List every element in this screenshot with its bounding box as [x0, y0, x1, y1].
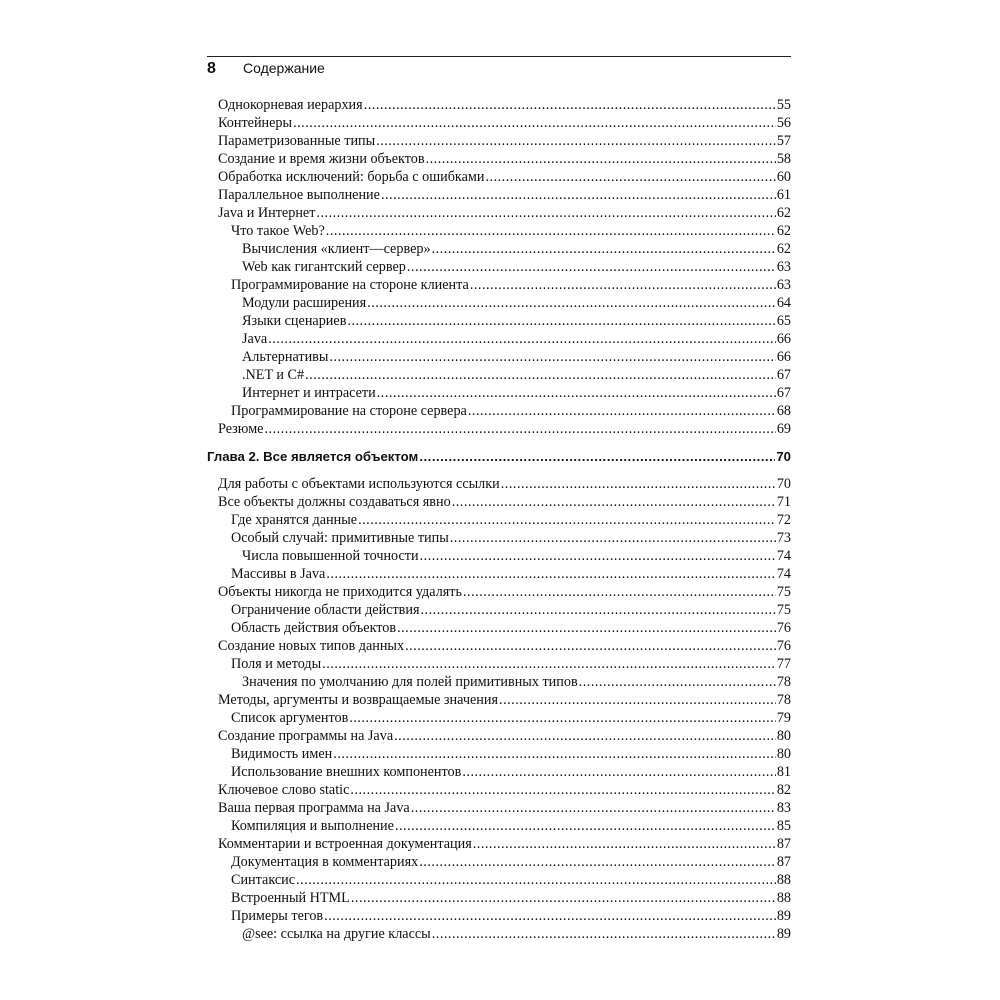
toc-entry[interactable]	[207, 799, 791, 817]
toc-entry[interactable]	[207, 168, 791, 186]
toc-leader-dots	[420, 547, 776, 565]
toc-leader-dots	[470, 276, 776, 294]
toc-entry-title: Поля и методы	[231, 656, 322, 672]
toc-entry[interactable]	[207, 384, 791, 402]
toc-entry[interactable]	[207, 763, 791, 781]
toc-leader-dots	[407, 258, 776, 276]
toc-entry[interactable]	[207, 186, 791, 204]
toc-entry-page: 55	[776, 97, 791, 113]
toc-entry-title: Где хранятся данные	[231, 512, 358, 528]
toc-entry-page: 79	[776, 710, 791, 726]
toc-entry-page: 87	[776, 836, 791, 852]
toc-leader-dots	[358, 511, 776, 529]
toc-entry-page: 56	[776, 115, 791, 131]
toc-entry[interactable]	[207, 727, 791, 745]
toc-entry-page: 63	[776, 277, 791, 293]
table-of-contents	[207, 96, 791, 943]
toc-chapter-title: Глава 2. Все является объектом	[207, 449, 419, 464]
toc-leader-dots	[264, 420, 775, 438]
toc-entry[interactable]	[207, 402, 791, 420]
toc-entry-page: 85	[776, 818, 791, 834]
toc-leader-dots	[432, 925, 776, 943]
toc-entry-title: Создание новых типов данных	[218, 638, 405, 654]
toc-leader-dots	[405, 637, 776, 655]
toc-entry[interactable]	[207, 258, 791, 276]
toc-entry-title: .NET и C#	[242, 367, 305, 383]
toc-entry[interactable]	[207, 150, 791, 168]
toc-entry-title: Особый случай: примитивные типы	[231, 530, 449, 546]
toc-entry-page: 81	[776, 764, 791, 780]
running-header	[207, 60, 325, 80]
toc-entry[interactable]	[207, 276, 791, 294]
toc-entry-page: 63	[776, 259, 791, 275]
toc-entry-title: Комментарии и встроенная документация	[218, 836, 472, 852]
toc-entry-page: 72	[776, 512, 791, 528]
toc-entry-title: Однокорневая иерархия	[218, 97, 363, 113]
toc-entry-title: Ключевое слово static	[218, 782, 350, 798]
toc-leader-dots	[463, 583, 776, 601]
toc-leader-dots	[426, 150, 776, 168]
toc-leader-dots	[501, 475, 776, 493]
toc-entry[interactable]	[207, 889, 791, 907]
toc-entry[interactable]	[207, 96, 791, 114]
toc-entry-title: Создание программы на Java	[218, 728, 394, 744]
toc-entry-title: Компиляция и выполнение	[231, 818, 394, 834]
toc-entry-title: Числа повышенной точности	[242, 548, 419, 564]
toc-leader-dots	[499, 691, 776, 709]
toc-entry-title: Альтернативы	[242, 349, 329, 365]
toc-entry-page: 88	[776, 890, 791, 906]
toc-entry-page: 58	[776, 151, 791, 167]
toc-entry-page: 76	[776, 638, 791, 654]
toc-entry-title: Встроенный HTML	[231, 890, 350, 906]
toc-entry[interactable]	[207, 691, 791, 709]
toc-entry-title: Список аргументов	[231, 710, 349, 726]
toc-entry[interactable]	[207, 529, 791, 547]
toc-entry-page: 61	[776, 187, 791, 203]
toc-leader-dots	[349, 709, 776, 727]
toc-leader-dots	[322, 655, 776, 673]
toc-entry-title: Создание и время жизни объектов	[218, 151, 425, 167]
toc-entry-page: 75	[776, 584, 791, 600]
toc-entry-page: 75	[776, 602, 791, 618]
toc-entry-page: 62	[776, 241, 791, 257]
toc-leader-dots	[462, 763, 775, 781]
toc-leader-dots	[376, 132, 776, 150]
toc-entry-title: Методы, аргументы и возвращаемые значения	[218, 692, 499, 708]
toc-entry-title: Для работы с объектами используются ссылки	[218, 476, 500, 492]
toc-leader-dots	[296, 871, 776, 889]
toc-entry-page: 87	[776, 854, 791, 870]
page-number: 8	[207, 60, 216, 77]
toc-entry[interactable]	[207, 511, 791, 529]
toc-entry[interactable]	[207, 240, 791, 258]
toc-entry-page: 67	[776, 385, 791, 401]
toc-leader-dots	[377, 384, 776, 402]
toc-entry-title: Документация в комментариях	[231, 854, 419, 870]
toc-entry[interactable]	[207, 907, 791, 925]
toc-entry[interactable]	[207, 114, 791, 132]
toc-entry[interactable]	[207, 853, 791, 871]
toc-entry-page: 64	[776, 295, 791, 311]
toc-leader-dots	[293, 114, 776, 132]
toc-entry-page: 88	[776, 872, 791, 888]
toc-entry-page: 89	[776, 926, 791, 942]
toc-entry-title: Модули расширения	[242, 295, 367, 311]
toc-entry-page: 68	[776, 403, 791, 419]
toc-entry[interactable]	[207, 475, 791, 493]
toc-entry[interactable]	[207, 925, 791, 943]
header-rule	[207, 56, 791, 57]
toc-entry-page: 66	[776, 331, 791, 347]
toc-entry-page: 69	[776, 421, 791, 437]
toc-entry-page: 65	[776, 313, 791, 329]
toc-leader-dots	[411, 799, 776, 817]
toc-entry[interactable]	[207, 132, 791, 150]
toc-leader-dots	[450, 529, 776, 547]
toc-entry-title: Синтаксис	[231, 872, 296, 888]
toc-entry-title: Параметризованные типы	[218, 133, 376, 149]
toc-leader-dots	[394, 727, 776, 745]
toc-leader-dots	[473, 835, 776, 853]
toc-entry-page: 78	[776, 692, 791, 708]
toc-leader-dots	[485, 168, 775, 186]
toc-chapter-page: 70	[776, 449, 791, 464]
toc-entry-title: Видимость имен	[231, 746, 333, 762]
toc-entry-page: 76	[776, 620, 791, 636]
toc-entry-title: @see: ссылка на другие классы	[242, 926, 431, 942]
toc-entry[interactable]	[207, 871, 791, 889]
running-title: Содержание	[243, 60, 325, 76]
toc-leader-dots	[326, 565, 775, 583]
toc-entry-title: Параллельное выполнение	[218, 187, 380, 203]
toc-section-chapter-1	[207, 96, 791, 438]
toc-entry-page: 80	[776, 746, 791, 762]
toc-entry[interactable]	[207, 330, 791, 348]
toc-leader-dots	[329, 348, 775, 366]
toc-leader-dots	[333, 745, 776, 763]
toc-entry-title: Использование внешних компонентов	[231, 764, 462, 780]
toc-entry-title: Что такое Web?	[231, 223, 325, 239]
toc-leader-dots	[397, 619, 776, 637]
toc-entry-title: Ограничение области действия	[231, 602, 420, 618]
toc-entry-title: Web как гигантский сервер	[242, 259, 406, 275]
toc-entry-page: 62	[776, 205, 791, 221]
toc-leader-dots	[452, 493, 776, 511]
toc-entry-title: Все объекты должны создаваться явно	[218, 494, 451, 510]
toc-entry[interactable]	[207, 493, 791, 511]
toc-leader-dots	[324, 907, 776, 925]
toc-entry[interactable]	[207, 745, 791, 763]
toc-leader-dots	[347, 312, 775, 330]
toc-entry[interactable]	[207, 222, 791, 240]
toc-entry[interactable]	[207, 709, 791, 727]
toc-leader-dots	[351, 889, 776, 907]
toc-entry-page: 77	[776, 656, 791, 672]
toc-entry-title: Область действия объектов	[231, 620, 397, 636]
toc-entry-title: Массивы в Java	[231, 566, 326, 582]
toc-entry[interactable]	[207, 583, 791, 601]
toc-entry-title: Программирование на стороне клиента	[231, 277, 469, 293]
toc-entry[interactable]	[207, 835, 791, 853]
toc-leader-dots	[305, 366, 776, 384]
toc-entry-page: 70	[776, 476, 791, 492]
toc-leader-dots	[326, 222, 776, 240]
toc-entry[interactable]	[207, 565, 791, 583]
toc-leader-dots	[395, 817, 776, 835]
toc-entry[interactable]	[207, 817, 791, 835]
toc-entry[interactable]	[207, 655, 791, 673]
toc-entry[interactable]	[207, 348, 791, 366]
toc-entry-page: 78	[776, 674, 791, 690]
toc-entry-page: 71	[776, 494, 791, 510]
toc-leader-dots	[421, 601, 776, 619]
toc-entry-page: 73	[776, 530, 791, 546]
toc-entry-title: Программирование на стороне сервера	[231, 403, 467, 419]
toc-entry[interactable]	[207, 420, 791, 438]
toc-leader-dots	[432, 240, 776, 258]
toc-entry[interactable]	[207, 601, 791, 619]
toc-entry-page: 74	[776, 566, 791, 582]
toc-leader-dots	[468, 402, 776, 420]
toc-entry[interactable]	[207, 673, 791, 691]
toc-chapter-heading[interactable]	[207, 447, 791, 467]
toc-section-chapter-2	[207, 475, 791, 943]
toc-entry-title: Ваша первая программа на Java	[218, 800, 410, 816]
toc-entry[interactable]	[207, 637, 791, 655]
toc-entry-title: Интернет и интрасети	[242, 385, 376, 401]
toc-leader-dots	[579, 673, 776, 691]
toc-entry-title: Примеры тегов	[231, 908, 324, 924]
toc-entry[interactable]	[207, 294, 791, 312]
toc-leader-dots	[268, 330, 776, 348]
toc-entry-title: Объекты никогда не приходится удалять	[218, 584, 462, 600]
toc-entry[interactable]	[207, 619, 791, 637]
toc-entry-page: 67	[776, 367, 791, 383]
toc-entry-title: Обработка исключений: борьба с ошибками	[218, 169, 485, 185]
toc-entry-title: Вычисления «клиент—сервер»	[242, 241, 431, 257]
toc-entry-title: Java и Интернет	[218, 205, 316, 221]
toc-entry-title: Значения по умолчанию для полей примитивных типов	[242, 674, 578, 690]
toc-leader-dots	[367, 294, 776, 312]
toc-entry[interactable]	[207, 547, 791, 565]
toc-entry-page: 62	[776, 223, 791, 239]
toc-entry-page: 66	[776, 349, 791, 365]
toc-entry[interactable]	[207, 366, 791, 384]
toc-entry-title: Контейнеры	[218, 115, 293, 131]
toc-entry-page: 82	[776, 782, 791, 798]
toc-leader-dots	[316, 204, 775, 222]
toc-entry-page: 60	[776, 169, 791, 185]
toc-leader-dots	[350, 781, 775, 799]
toc-entry-title: Java	[242, 331, 268, 347]
toc-entry[interactable]	[207, 312, 791, 330]
toc-leader-dots	[419, 447, 775, 467]
toc-entry-page: 83	[776, 800, 791, 816]
toc-leader-dots	[364, 96, 776, 114]
toc-leader-dots	[381, 186, 776, 204]
toc-entry[interactable]	[207, 204, 791, 222]
toc-entry-title: Языки сценариев	[242, 313, 347, 329]
toc-entry-page: 89	[776, 908, 791, 924]
toc-entry-page: 74	[776, 548, 791, 564]
toc-entry[interactable]	[207, 781, 791, 799]
toc-entry-page: 80	[776, 728, 791, 744]
toc-entry-title: Резюме	[218, 421, 264, 437]
toc-entry-page: 57	[776, 133, 791, 149]
toc-leader-dots	[419, 853, 776, 871]
